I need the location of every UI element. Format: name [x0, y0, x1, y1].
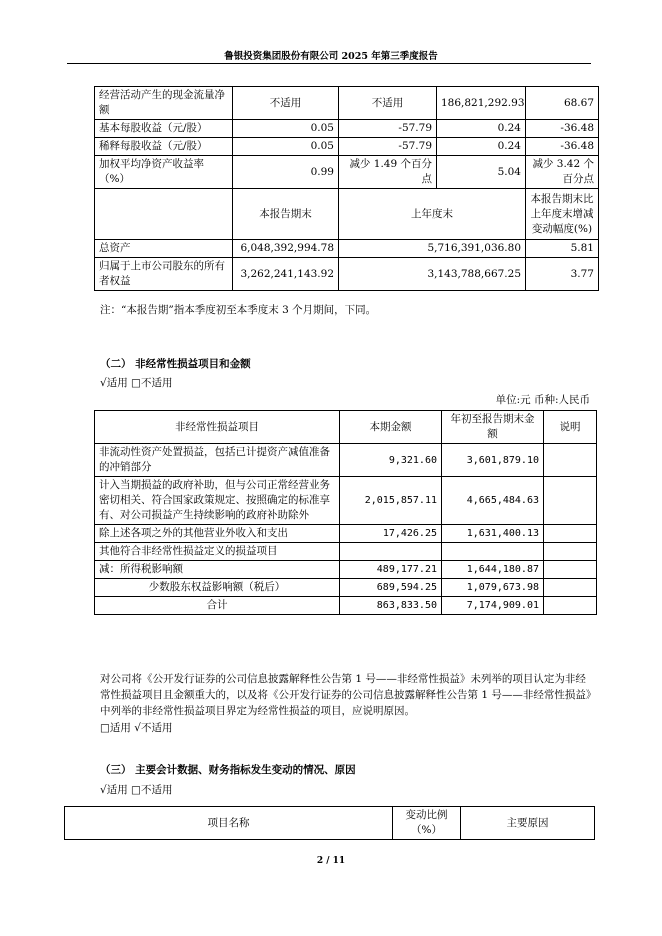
cell: 不适用 [233, 87, 339, 120]
applicable-status: √适用 □不适用 [100, 784, 173, 796]
cell: -57.79 [339, 138, 437, 156]
section-title: （三） 主要会计数据、财务指标发生变动的情况、原因 [100, 764, 356, 776]
table-total-row [95, 597, 597, 615]
row-label: 总资产 [95, 240, 233, 258]
table-row [95, 444, 597, 477]
cell: 489,177.21 [340, 561, 442, 579]
table-row [95, 477, 597, 525]
row-label: 除上述各项之外的其他营业外收入和支出 [95, 525, 340, 543]
column-header: 说明 [544, 411, 597, 444]
column-header: 本报告期末比上年度末增减变动幅度(%) [526, 189, 599, 240]
cell: 9,321.60 [340, 444, 442, 477]
applicable-status: √适用 □不适用 [100, 377, 173, 389]
cell [544, 525, 597, 543]
row-label: 少数股东权益影响额（税后） [95, 579, 340, 597]
cell: 1,631,400.13 [442, 525, 544, 543]
cell: 0.05 [233, 120, 339, 138]
cell: 3,143,788,667.25 [339, 258, 526, 291]
table-subheader [95, 189, 599, 240]
cell: 5.04 [437, 156, 526, 189]
cell: 68.67 [526, 87, 599, 120]
column-header: 本报告期末 [233, 189, 339, 240]
non-recurring-gains-table [94, 410, 597, 615]
report-header: 鲁银投资集团股份有限公司 2025 年第三季度报告 [224, 51, 438, 62]
cell: 3.77 [526, 258, 599, 291]
table-row [95, 87, 599, 120]
cell: 863,833.50 [340, 597, 442, 615]
key-financial-table [94, 86, 599, 291]
cell: -36.48 [526, 138, 599, 156]
row-label: 基本每股收益（元/股） [95, 120, 233, 138]
table-row [95, 258, 599, 291]
row-label: 非流动性资产处置损益，包括已计提资产减值准备的冲销部分 [95, 444, 340, 477]
cell: 0.24 [437, 138, 526, 156]
column-header: 主要原因 [461, 807, 595, 840]
row-label: 归属于上市公司股东的所有者权益 [95, 258, 233, 291]
row-label: 经营活动产生的现金流量净额 [95, 87, 233, 120]
table-row [95, 138, 599, 156]
cell: 5,716,391,036.80 [339, 240, 526, 258]
table-row [95, 240, 599, 258]
table-header-row [95, 411, 597, 444]
unit-label: 单位:元 币种:人民币 [495, 394, 590, 406]
table-row [95, 525, 597, 543]
row-label: 稀释每股收益（元/股） [95, 138, 233, 156]
row-label: 计入当期损益的政府补助，但与公司正常经营业务密切相关、符合国家政策规定、按照确定的标准享有、对公司损益产生持续影响的政府补助除外 [95, 477, 340, 525]
table-row [95, 561, 597, 579]
cell: 0.99 [233, 156, 339, 189]
cell [544, 543, 597, 561]
cell: 5.81 [526, 240, 599, 258]
cell [544, 561, 597, 579]
cell [544, 444, 597, 477]
cell: 0.05 [233, 138, 339, 156]
table-row [95, 120, 599, 138]
cell: 6,048,392,994.78 [233, 240, 339, 258]
row-label: 合计 [95, 597, 340, 615]
cell: 0.24 [437, 120, 526, 138]
cell: 3,262,241,143.92 [233, 258, 339, 291]
empty-cell [95, 189, 233, 240]
cell [544, 477, 597, 525]
cell: 4,665,484.63 [442, 477, 544, 525]
cell: 689,594.25 [340, 579, 442, 597]
cell: 1,079,673.98 [442, 579, 544, 597]
applicable-status: □适用 √不适用 [100, 722, 173, 734]
cell: 7,174,909.01 [442, 597, 544, 615]
row-label: 其他符合非经常性损益定义的损益项目 [95, 543, 340, 561]
row-label: 减：所得税影响额 [95, 561, 340, 579]
header-divider [67, 63, 591, 64]
table-row [95, 156, 599, 189]
cell: 2,015,857.11 [340, 477, 442, 525]
row-label: 加权平均净资产收益率（%） [95, 156, 233, 189]
column-header: 年初至报告期末金额 [442, 411, 544, 444]
cell: 3,601,879.10 [442, 444, 544, 477]
table-row [95, 579, 597, 597]
table-header-row [65, 807, 595, 840]
cell: 1,644,180.87 [442, 561, 544, 579]
cell: 不适用 [339, 87, 437, 120]
column-header: 非经常性损益项目 [95, 411, 340, 444]
section-title: （二） 非经常性损益项目和金额 [100, 358, 251, 370]
cell: 17,426.25 [340, 525, 442, 543]
cell: 减少 3.42 个百分点 [526, 156, 599, 189]
cell [544, 579, 597, 597]
cell [340, 543, 442, 561]
page-number: 2 / 11 [316, 856, 346, 866]
cell: 186,821,292.93 [437, 87, 526, 120]
cell: -36.48 [526, 120, 599, 138]
explanation-paragraph: 对公司将《公开发行证券的公司信息披露解释性公告第 1 号——非经常性损益》未列举的项目认定为非经常性损益项目且金额重大的，以及将《公开发行证券的公司信息披露解释性公告第 1 号——非经常性损益》中列举的非经常性损益项目界定为经常性损益的项目，应说明原因。 [100, 673, 592, 717]
cell: 减少 1.49 个百分点 [339, 156, 437, 189]
column-header: 变动比例（%） [393, 807, 461, 840]
column-header: 本期金额 [340, 411, 442, 444]
change-reasons-table [64, 806, 595, 840]
column-header: 上年度末 [339, 189, 526, 240]
column-header: 项目名称 [65, 807, 393, 840]
table-row [95, 543, 597, 561]
cell [442, 543, 544, 561]
cell [544, 597, 597, 615]
table-note: 注：“本报告期”指本季度初至本季度末 3 个月期间，下同。 [100, 304, 377, 316]
cell: -57.79 [339, 120, 437, 138]
